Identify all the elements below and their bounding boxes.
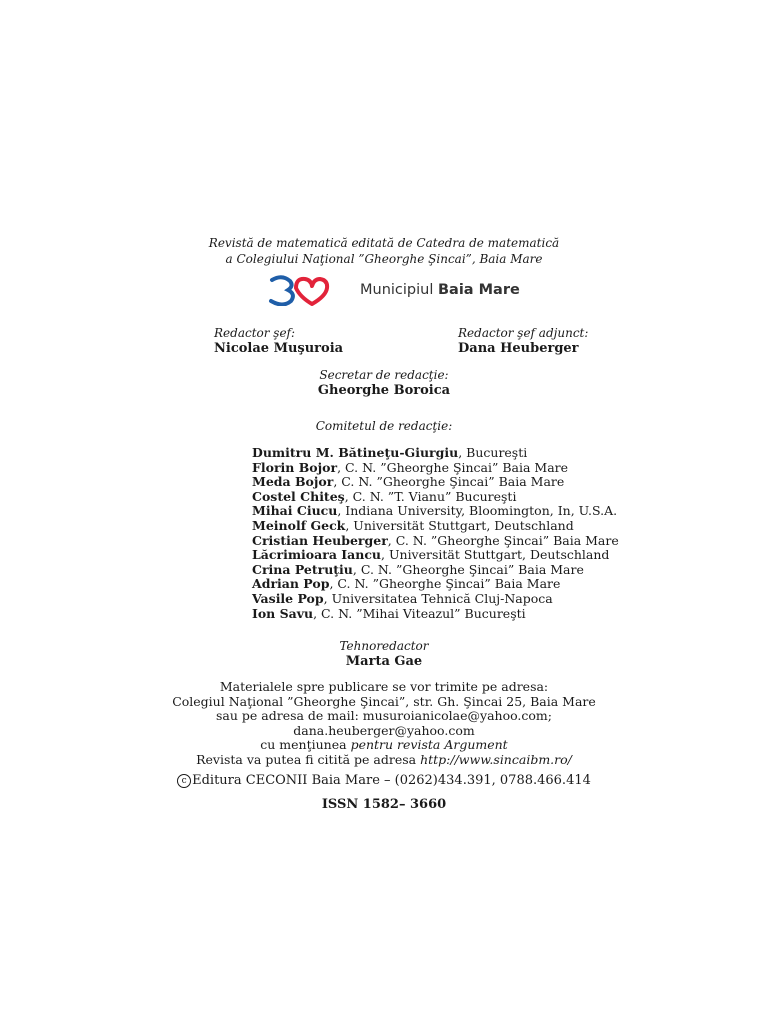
editor-deputy-role: Redactor şef adjunct: <box>458 326 589 340</box>
member-name: Florin Bojor <box>252 459 338 475</box>
member-name: Adrian Pop <box>252 576 330 592</box>
member-affiliation: , C. N. ”T. Vianu” Bucureşti <box>344 488 517 504</box>
member-name: Vasile Pop <box>252 590 324 606</box>
website-prefix: Revista va putea fi citită pe adresa <box>196 751 421 767</box>
sponsor-text-bold: Baia Mare <box>437 282 520 298</box>
committee-member <box>252 461 619 476</box>
contact-line-1: Materialele spre publicare se vor trimite pe adresa: <box>219 679 549 694</box>
member-name: Cristian Heuberger <box>252 532 388 548</box>
header-line-1: Revistă de matematică editată de Catedra de matematică <box>208 236 560 250</box>
member-affiliation: , C. N. ”Gheorghe Şincai” Baia Mare <box>329 576 561 592</box>
header-line-2: a Colegiului Naţional ”Gheorghe Şincai”, Baia Mare <box>225 252 543 266</box>
copyright-text: Editura CECONII Baia Mare – (0262)434.391, 0788.466.414 <box>192 773 591 788</box>
copyright-line <box>0 773 768 788</box>
member-name: Costel Chiteş <box>252 488 345 504</box>
member-name: Ion Savu <box>252 605 314 621</box>
member-affiliation: , Universitatea Tehnică Cluj-Napoca <box>323 590 553 606</box>
member-affiliation: , Bucureşti <box>458 445 528 460</box>
contact-block <box>0 680 768 768</box>
copyright-symbol: c <box>181 776 187 786</box>
contact-line-5 <box>0 738 768 753</box>
editor-chief-name: Nicolae Muşuroia <box>214 341 344 356</box>
committee-member <box>252 607 619 622</box>
member-affiliation: , C. N. ”Gheorghe Şincai” Baia Mare <box>352 561 584 577</box>
contact-line-4: dana.heuberger@yahoo.com <box>293 722 475 738</box>
committee-member <box>252 490 619 505</box>
tech-editor-role: Tehnoredactor <box>339 639 429 653</box>
committee-member <box>252 592 619 607</box>
contact-line-6 <box>0 753 768 768</box>
member-affiliation: , C. N. ”Mihai Viteazul” Bucureşti <box>313 605 526 621</box>
copyright-icon <box>177 774 191 788</box>
member-name: Lăcrimioara Iancu <box>252 547 382 563</box>
member-affiliation: , C. N. ”Gheorghe Şincai” Baia Mare <box>333 474 565 490</box>
member-affiliation: , Universität Stuttgart, Deutschland <box>381 547 610 563</box>
mention-italic: pentru revista Argument <box>350 737 508 753</box>
editor-chief-role: Redactor şef: <box>214 326 296 340</box>
secretary-role: Secretar de redacţie: <box>319 368 449 382</box>
editor-deputy-name: Dana Heuberger <box>458 341 579 356</box>
committee-member <box>252 504 619 519</box>
member-name: Crina Petruţiu <box>252 561 353 577</box>
member-name: Meinolf Geck <box>252 517 346 533</box>
member-name: Meda Bojor <box>252 474 334 490</box>
sponsor-text-regular: Municipiul <box>360 282 438 298</box>
mention-prefix: cu menţiunea <box>260 737 351 753</box>
contact-line-3: sau pe adresa de mail: musuroianicolae@yahoo.com; <box>216 708 552 724</box>
member-name: Dumitru M. Bătineţu-Giurgiu <box>252 445 459 460</box>
committee-member <box>252 577 619 592</box>
sponsor-logo-text <box>360 282 520 298</box>
member-name: Mihai Ciucu <box>252 503 338 519</box>
committee-member <box>252 446 619 461</box>
member-affiliation: , C. N. ”Gheorghe Şincai” Baia Mare <box>337 459 569 475</box>
member-affiliation: , Universität Stuttgart, Deutschland <box>345 517 574 533</box>
committee-list <box>252 446 619 621</box>
committee-member <box>252 519 619 534</box>
committee-member <box>252 548 619 563</box>
tech-editor-name: Marta Gae <box>345 654 423 669</box>
secretary-name: Gheorghe Boroica <box>317 383 451 398</box>
contact-line-2: Colegiul Naţional ”Gheorghe Şincai”, str. Gh. Şincai 25, Baia Mare <box>172 693 596 709</box>
committee-member <box>252 475 619 490</box>
committee-member <box>252 534 619 549</box>
member-affiliation: , Indiana University, Bloomington, In, U.S.A. <box>337 503 618 519</box>
committee-title: Comitetul de redacţie: <box>315 419 453 433</box>
website-url: http://www.sincaibm.ro/ <box>420 751 572 767</box>
committee-member <box>252 563 619 578</box>
issn: ISSN 1582– 3660 <box>321 797 447 812</box>
sponsor-logo <box>268 274 520 306</box>
member-affiliation: , C. N. ”Gheorghe Şincai” Baia Mare <box>387 532 619 548</box>
municipality-logo-mark <box>268 274 330 306</box>
